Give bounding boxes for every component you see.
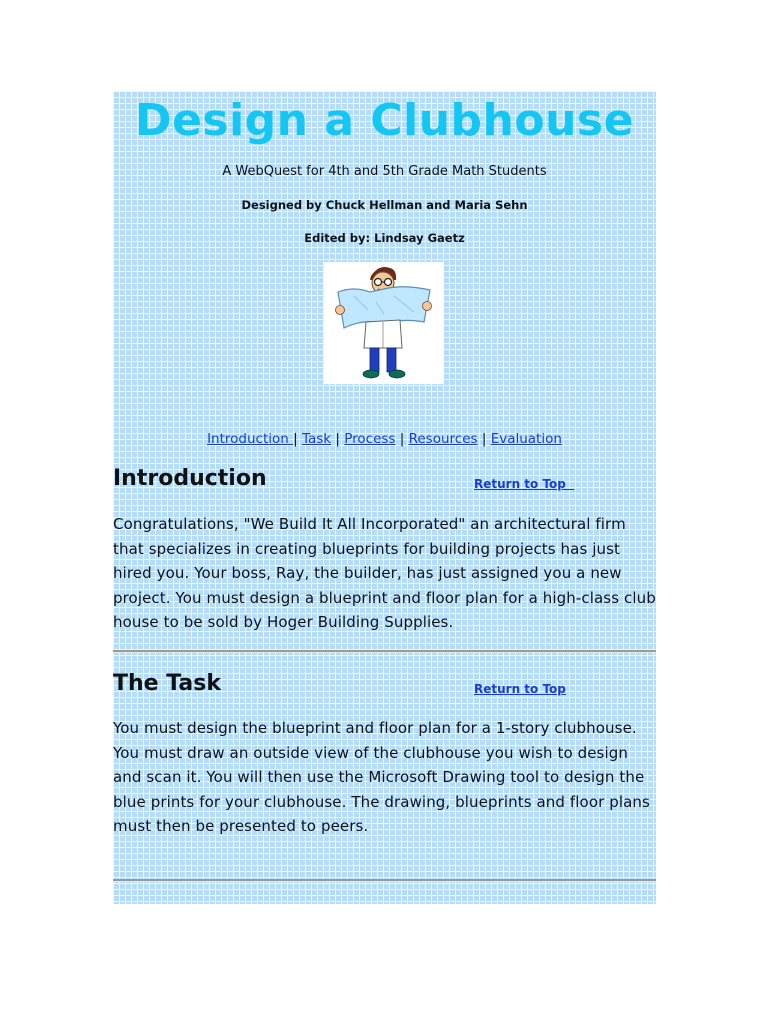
nav-separator: | <box>331 431 345 447</box>
nav-link-task[interactable]: Task <box>301 431 332 447</box>
task-heading: The Task <box>113 671 221 696</box>
introduction-paragraph: Congratulations, "We Build It All Incorporated" an architectural firm that specializes in creating blueprints for building projects has just hired you. Your boss, Ray, the builder, has just assigned you a new project. You must design a blueprint and floor plan for a high-class club house to be sold by Hoger Building Supplies. <box>113 515 656 631</box>
nav-link-evaluation[interactable]: Evaluation <box>490 431 562 447</box>
nav-separator: | <box>293 431 302 447</box>
nav-link-process[interactable]: Process <box>344 431 396 447</box>
page-title: Design a Clubhouse <box>135 95 634 146</box>
blueprint-man-icon <box>324 262 444 384</box>
introduction-return-to-top-link[interactable]: Return to Top <box>474 477 575 491</box>
nav-separator: | <box>477 431 491 447</box>
nav-separator: | <box>395 431 409 447</box>
webquest-page <box>113 91 656 904</box>
nav-link-resources[interactable]: Resources <box>408 431 478 447</box>
section-nav <box>113 430 656 448</box>
introduction-heading: Introduction <box>113 466 267 491</box>
task-paragraph: You must design the blueprint and floor plan for a 1-story clubhouse. You must draw an outside view of the clubhouse you wish to design and scan it. You will then use the Microsoft Drawing tool to design the blue prints for your clubhouse. The drawing, blueprints and floor plans must then be presented to peers. <box>113 719 650 835</box>
man-holding-blueprint-illustration <box>324 262 444 384</box>
task-return-to-top-link[interactable]: Return to Top <box>474 682 566 696</box>
page-subtitle: A WebQuest for 4th and 5th Grade Math Students <box>222 164 547 179</box>
editor-credit: Edited by: Lindsay Gaetz <box>304 231 465 245</box>
nav-link-introduction[interactable]: Introduction <box>207 431 294 447</box>
designers-credit: Designed by Chuck Hellman and Maria Sehn <box>241 198 528 212</box>
section-divider <box>113 879 656 882</box>
section-divider <box>113 650 656 653</box>
